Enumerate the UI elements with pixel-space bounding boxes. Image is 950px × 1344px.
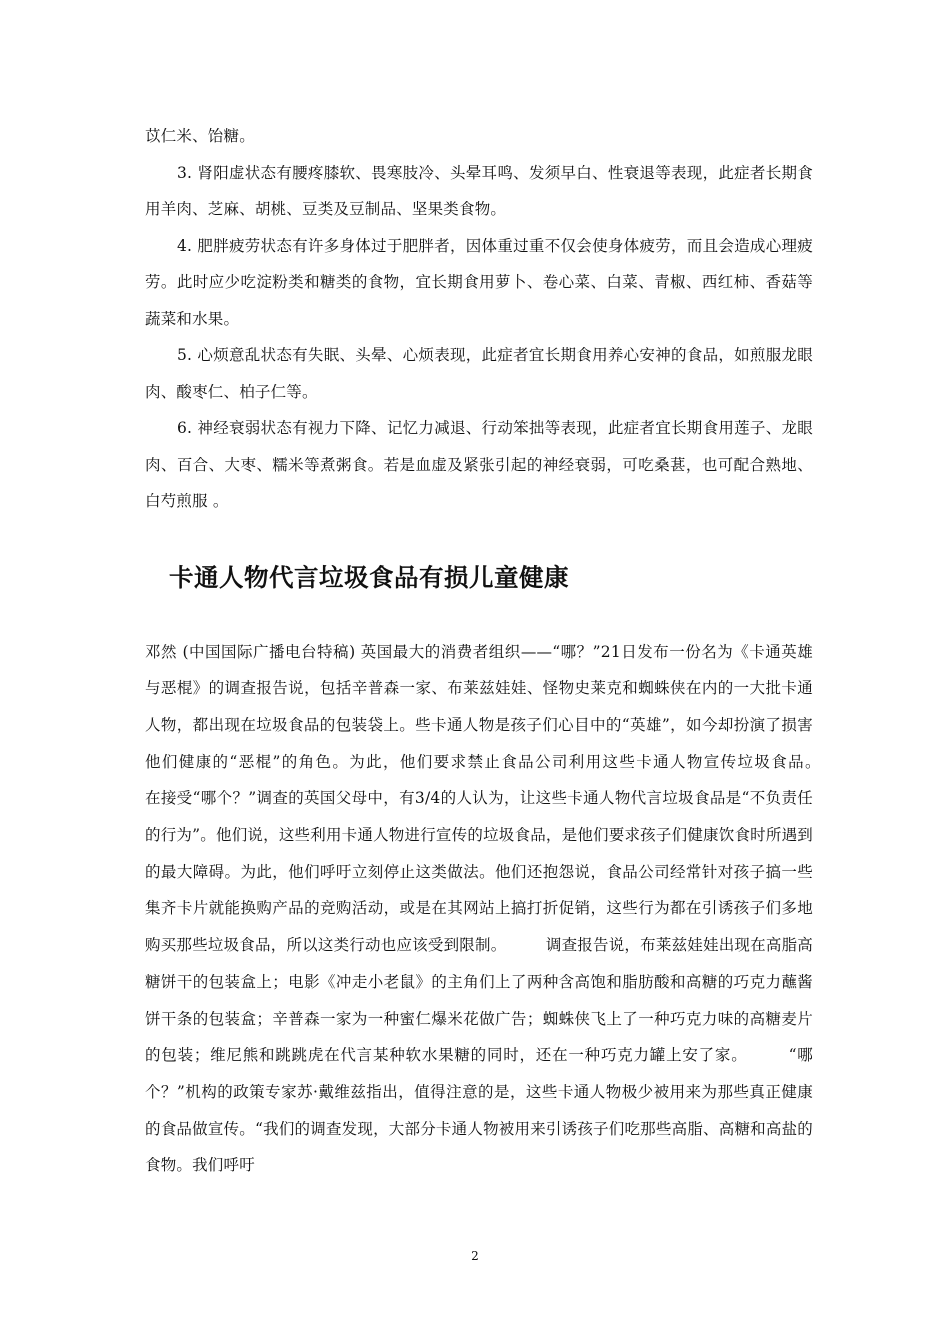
- list-item-4: 4. 肥胖疲劳状态有许多身体过于肥胖者，因体重过重不仅会使身体疲劳，而且会造成心理疲劳。此时应少吃淀粉类和糖类的食物，宜长期食用萝卜、卷心菜、白菜、青椒、西红柿、香菇等蔬菜和水果。: [145, 236, 813, 328]
- page-content: [145, 118, 861, 1184]
- continued-paragraph: 苡仁米、饴糖。: [145, 127, 255, 145]
- article-body: 邓然 (中国国际广播电台特稿) 英国最大的消费者组织——“哪？”21日发布一份名为《卡通英雄与恶棍》的调查报告说，包括辛普森一家、布莱兹娃娃、怪物史莱克和蜘蛛侠在内的一大批卡通人物，都出现在垃圾食品的包装袋上。些卡通人物是孩子们心目中的“英雄”，如今却扮演了损害他们健康的“恶棍”的角色。为此，他们要求禁止食品公司利用这些卡通人物宣传垃圾食品。 在接受“哪个？”调查的英国父母中，有3/4的人认为，让这些卡通人物代言垃圾食品是“不负责任的行为”。他们说，这些利用卡通人物进行宣传的垃圾食品，是他们要求孩子们健康饮食时所遇到的最大障碍。为此，他们呼吁立刻停止这类做法。他们还抱怨说，食品公司经常针对孩子搞一些集齐卡片就能换购产品的竞购活动，或是在其网站上搞打折促销，这些行为都在引诱孩子们多地购买那些垃圾食品，所以这类行动也应该受到限制。 调查报告说，布莱兹娃娃出现在高脂高糖饼干的包装盒上；电影《冲走小老鼠》的主角们上了两种含高饱和脂肪酸和高糖的巧克力蘸酱饼干条的包装盒；辛普森一家为一种蜜仁爆米花做广告；蜘蛛侠飞上了一种巧克力味的高糖麦片的包装；维尼熊和跳跳虎在代言某种软水果糖的同时，还在一种巧克力罐上安了家。 “哪个？”机构的政策专家苏·戴维兹指出，值得注意的是，这些卡通人物极少被用来为那些真正健康的食品做宣传。“我们的调查发现，大部分卡通人物被用来引诱孩子们吃那些高脂、高糖和高盐的食物。我们呼吁: [145, 642, 861, 1175]
- list-item-3: 3. 肾阳虚状态有腰疼膝软、畏寒肢冷、头晕耳鸣、发须早白、性衰退等表现，此症者长期食用羊肉、芝麻、胡桃、豆类及豆制品、坚果类食物。: [145, 163, 813, 218]
- list-item-5: 5. 心烦意乱状态有失眠、头晕、心烦表现，此症者宜长期食用养心安神的食品，如煎服龙眼肉、酸枣仁、柏子仁等。: [145, 346, 813, 401]
- list-item-6: 6. 神经衰弱状态有视力下降、记忆力减退、行动笨拙等表现，此症者宜长期食用莲子、龙眼肉、百合、大枣、糯米等煮粥食。若是血虚及紧张引起的神经衰弱，可吃桑葚，也可配合熟地、白芍煎服 。: [145, 419, 813, 510]
- page-number: 2: [471, 1249, 479, 1263]
- article-title: 卡通人物代言垃圾食品有损儿童健康: [169, 562, 569, 592]
